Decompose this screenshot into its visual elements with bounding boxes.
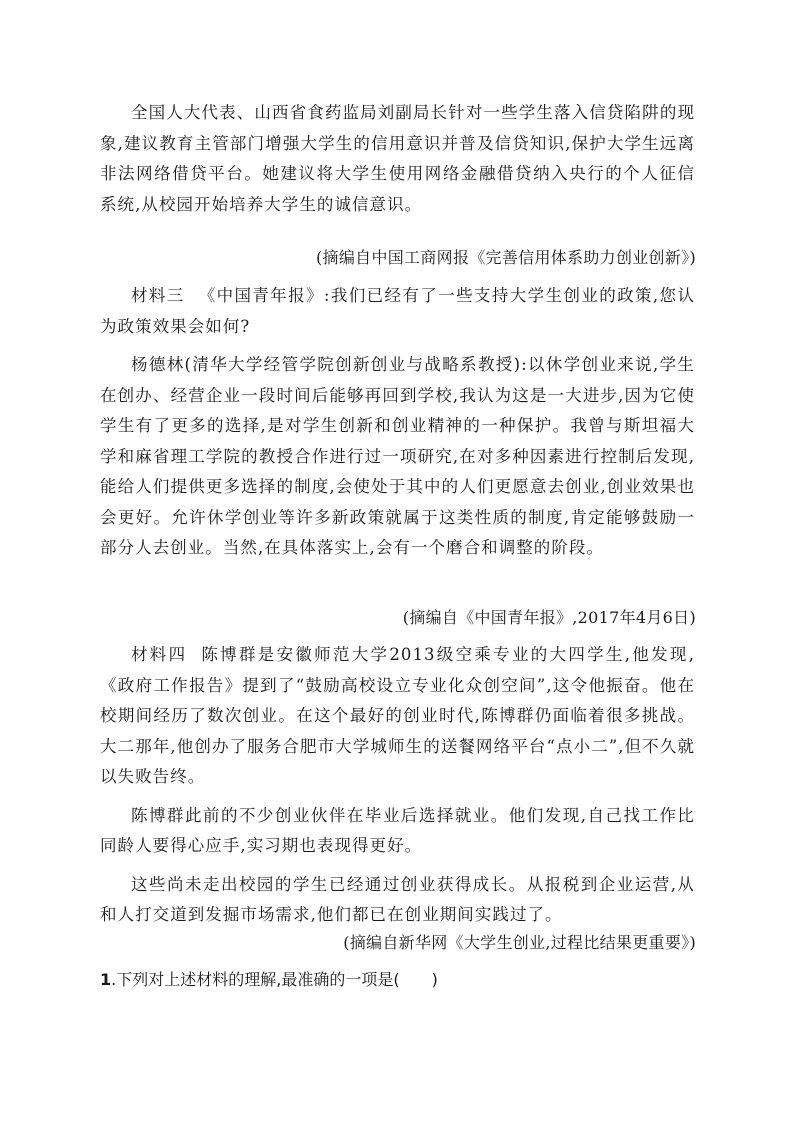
material4-paragraph-1	[100, 640, 695, 793]
material3-source: (摘编自《中国青年报》,2017年4月6日)	[402, 608, 696, 627]
material4-block	[100, 640, 695, 931]
material3-question-paragraph	[100, 281, 695, 342]
material4-label: 材料四	[131, 645, 188, 664]
material4-source: (摘编自新华网《大学生创业,过程比结果更重要》)	[343, 933, 696, 952]
material3-block	[100, 281, 695, 564]
question-close-paren: )	[431, 970, 438, 989]
material3-answer: 杨德林(清华大学经管学院创新创业与战略系教授):以休学创业来说,学生在创办、经营企业一段时间后能够再回到学校,我认为这是一大进步,因为它使学生有了更多的选择,是对学生创新和创业精神的一种保护。我曾与斯坦福大学和麻省理工学院的教授合作进行过一项研究,在对多种因素进行控制后发现,能给人们提供更多选择的制度,会使处于其中的人们更愿意去创业,创业效果也会更好。允许休学创业等许多新政策就属于这类性质的制度,肯定能够鼓励一部分人去创业。当然,在具体落实上,会有一个磨合和调整的阶段。	[100, 355, 695, 557]
question-1: 1.下列对上述材料的理解,最准确的一项是( )	[100, 970, 438, 989]
material4-paragraph-3: 这些尚未走出校园的学生已经通过创业获得成长。从报税到企业运营,从和人打交道到发掘市场需求,他们都已在创业期间实践过了。	[100, 874, 695, 924]
material2-paragraph: 全国人大代表、山西省食药监局刘副局长针对一些学生落入信贷陷阱的现象,建议教育主管部门增强大学生的信用意识并普及信贷知识,保护大学生远离非法网络借贷平台。她建议将大学生使用网络金融借贷纳入央行的个人征信系统,从校园开始培养大学生的诚信意识。	[100, 103, 695, 214]
material3-label: 材料三	[131, 286, 185, 305]
material3-question: 《中国青年报》:我们已经有了一些支持大学生创业的政策,您认为政策效果会如何?	[100, 286, 695, 336]
question-number: 1	[100, 970, 112, 989]
answer-blank[interactable]	[400, 970, 432, 989]
material4-paragraph-1-text: 陈博群是安徽师范大学2013级空乘专业的大四学生,他发现,《政府工作报告》提到了“鼓励高校设立专业化众创空间”,这令他振奋。他在校期间经历了数次创业。在这个最好的创业时代,陈博群仍面临着很多挑战。大二那年,他创办了服务合肥市大学城师生的送餐网络平台“点小二”,但不久就以失败告终。	[100, 645, 695, 786]
material4-paragraph-2: 陈博群此前的不少创业伙伴在毕业后选择就业。他们发现,自己找工作比同龄人要得心应手,实习期也表现得更好。	[100, 805, 695, 855]
material2-block	[100, 98, 695, 220]
material2-source: (摘编自中国工商网报《完善信用体系助力创业创新》)	[316, 248, 696, 267]
question-text: 下列对上述材料的理解,最准确的一项是(	[116, 970, 400, 989]
